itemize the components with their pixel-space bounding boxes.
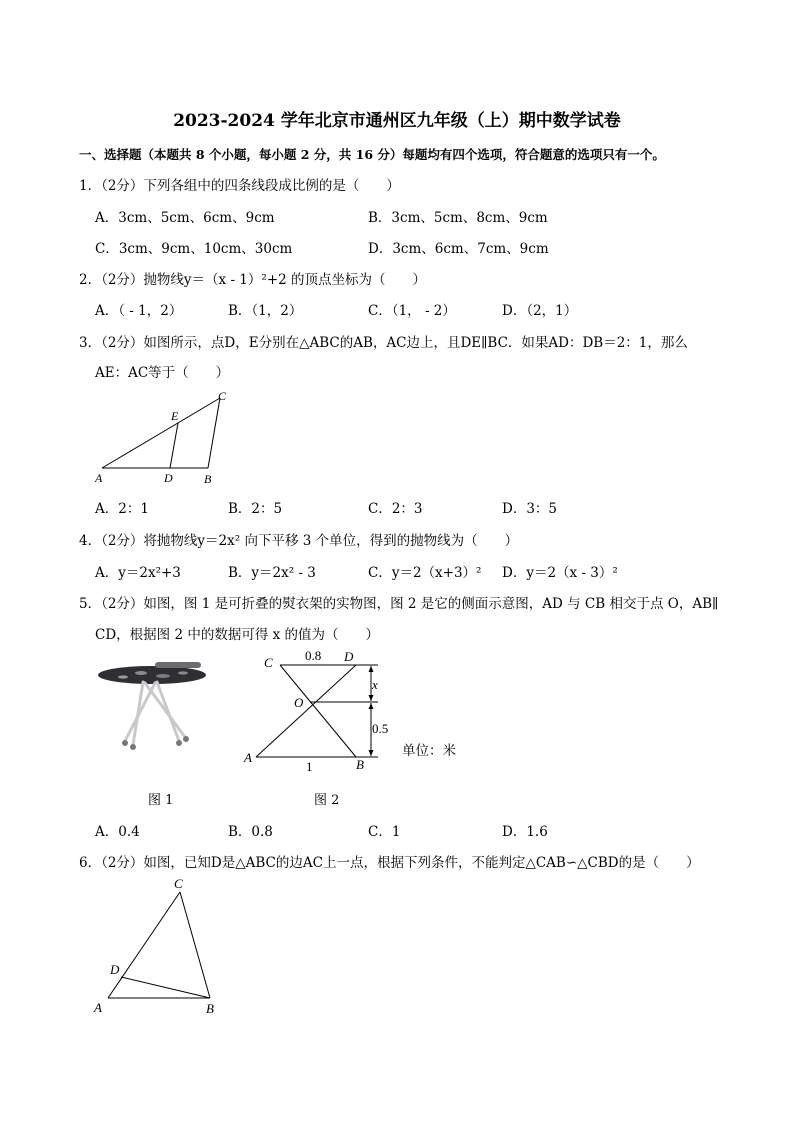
question-2-option-a: A．（ - 1，2） — [95, 303, 183, 319]
section-heading: 一、选择题（本题共 8 个小题，每小题 2 分，共 16 分）每题均有四个选项，符合题意的选项只有一个。 — [79, 147, 665, 162]
segment-cb — [280, 665, 356, 757]
label-b: B — [206, 1001, 214, 1016]
ironing-board-photo — [95, 655, 215, 755]
question-6-triangle-figure — [88, 872, 228, 1022]
question-4-option-d: D．y＝2（x - 3）² — [502, 565, 618, 581]
label-d: D — [110, 962, 120, 977]
question-3-option-c: C．2：3 — [368, 501, 423, 517]
ironing-board-schematic — [238, 645, 398, 775]
question-3-triangle-figure — [90, 385, 250, 490]
segment-de — [170, 423, 178, 468]
segment-ad — [256, 665, 356, 757]
question-3-stem: 3．（2分）如图所示，点D，E分别在△ABC的AB，AC边上，且DE∥BC．如果AD：DB＝2：1，那么 — [79, 335, 688, 351]
label-e: E — [171, 409, 179, 423]
question-1-option-b: B．3cm、5cm、8cm、9cm — [368, 210, 548, 226]
side-bc — [208, 398, 220, 468]
question-4-stem: 4．（2分）将抛物线y＝2x² 向下平移 3 个单位，得到的抛物线为（ ） — [79, 533, 519, 549]
label-b: B — [204, 472, 212, 486]
figure-2-caption: 图 2 — [314, 793, 340, 808]
question-5-option-a: A．0.4 — [95, 824, 140, 840]
label-d: D — [344, 649, 354, 664]
label-c: C — [174, 876, 183, 891]
question-3-stem-continued: AE：AC等于（ ） — [95, 365, 230, 381]
question-2-option-d: D．（2，1） — [502, 303, 578, 319]
label-a: A — [94, 1000, 102, 1015]
question-5-option-d: D．1.6 — [502, 824, 548, 840]
label-d: D — [164, 471, 173, 485]
question-4-option-b: B．y＝2x² - 3 — [228, 565, 316, 581]
label-ab-length: 1 — [306, 759, 313, 774]
question-6-stem: 6．（2分）如图，已知D是△ABC的边AC上一点，根据下列条件，不能判定△CAB∽△CBD的是（ ） — [79, 855, 700, 871]
question-5-option-c: C．1 — [368, 824, 401, 840]
question-2-option-b: B．（1，2） — [228, 303, 303, 319]
question-4-option-c: C．y＝2（x+3）² — [368, 565, 482, 581]
question-5-stem-continued: CD，根据图 2 中的数据可得 x 的值为（ ） — [95, 627, 380, 643]
leg-right — [157, 682, 179, 741]
question-3-option-b: B．2：5 — [228, 501, 283, 517]
question-3-option-d: D．3：5 — [502, 501, 558, 517]
label-cd-length: 0.8 — [305, 648, 322, 663]
question-1-option-a: A．3cm、5cm、6cm、9cm — [95, 210, 275, 226]
question-4-option-a: A．y＝2x²+3 — [95, 565, 181, 581]
leg-cross-2 — [145, 683, 185, 737]
question-1-option-d: D．3cm、6cm、7cm、9cm — [368, 241, 549, 257]
side-cb — [180, 892, 210, 998]
question-5-option-b: B．0.8 — [228, 824, 273, 840]
side-ac — [102, 398, 220, 468]
segment-db — [121, 977, 210, 998]
iron-rest — [155, 662, 201, 668]
ironing-board-top — [98, 666, 206, 684]
question-1-stem: 1．（2分）下列各组中的四条线段成比例的是（ ） — [79, 178, 400, 194]
label-c: C — [218, 389, 227, 403]
figure-1-caption: 图 1 — [148, 793, 174, 808]
question-2-stem: 2．（2分）抛物线y＝（x - 1）²+2 的顶点坐标为（ ） — [79, 272, 427, 288]
question-2-option-c: C．（1， - 2） — [368, 303, 456, 319]
question-3-option-a: A．2：1 — [95, 501, 149, 517]
label-c: C — [264, 655, 273, 670]
question-1-option-c: C．3cm、9cm、10cm、30cm — [95, 241, 293, 257]
label-a: A — [244, 750, 252, 765]
label-b: B — [356, 757, 364, 772]
label-a: A — [95, 471, 103, 485]
exam-title: 2023-2024 学年北京市通州区九年级（上）期中数学试卷 — [173, 111, 621, 131]
label-0-5: 0.5 — [372, 721, 389, 736]
label-x: x — [372, 677, 378, 692]
unit-label: 单位：米 — [402, 743, 456, 759]
question-5-stem: 5．（2分）如图，图 1 是可折叠的熨衣架的实物图，图 2 是它的侧面示意图，AD 与 CB 相交于点 O，AB∥ — [79, 596, 719, 612]
label-o: O — [294, 695, 304, 710]
